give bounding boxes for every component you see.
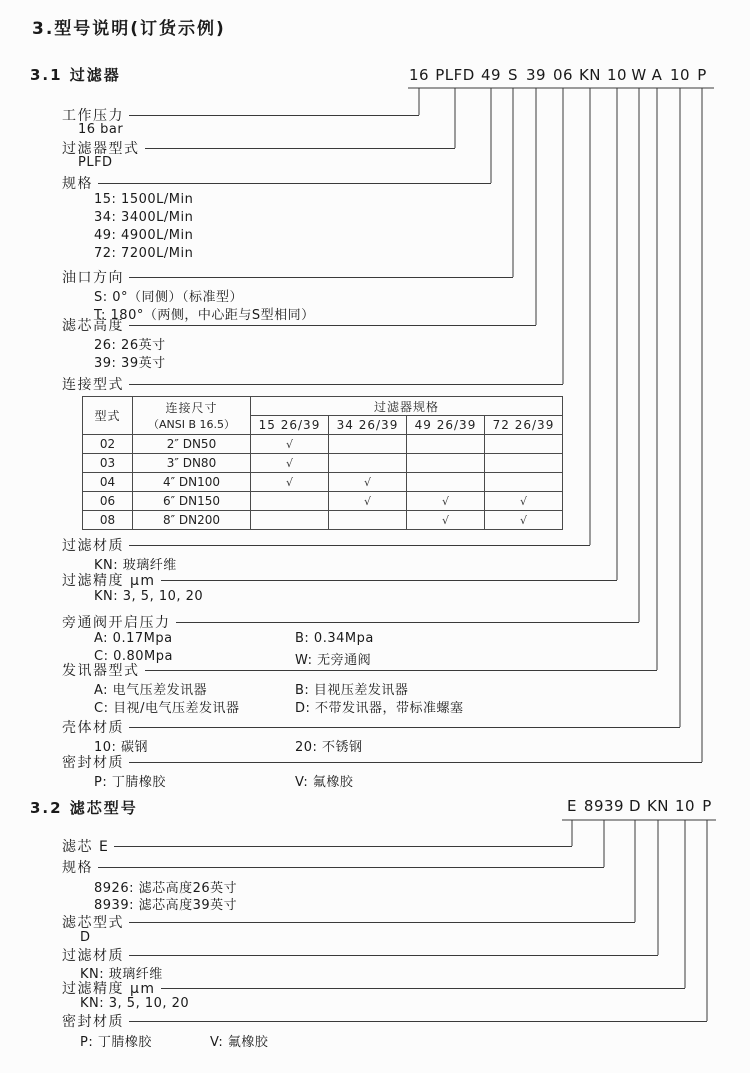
spec-header-34: 34 26/39 — [329, 416, 407, 435]
cell-check — [485, 473, 563, 492]
cell-size: 4″ DN100 — [133, 473, 251, 492]
value-height-39: 39: 39英寸 — [94, 356, 166, 371]
leader-line — [129, 922, 635, 923]
cell-size: 3″ DN80 — [133, 454, 251, 473]
value-element-type: D — [80, 930, 91, 945]
label-height: 滤芯高度 — [62, 318, 124, 334]
value-type: PLFD — [78, 155, 113, 170]
leader-line — [129, 955, 658, 956]
leader-line — [98, 183, 491, 184]
element-label-row-spec — [62, 858, 604, 876]
cell-check — [485, 435, 563, 454]
value-pressure: 16 bar — [78, 122, 124, 137]
cell-check: √ — [251, 454, 329, 473]
value-indicator-c: C: 目视/电气压差发讯器 — [94, 701, 240, 716]
value-element-micron: KN: 3, 5, 10, 20 — [80, 996, 190, 1011]
leader-line — [129, 762, 702, 763]
leader-line — [129, 325, 536, 326]
value-element-spec-8926: 8926: 滤芯高度26英寸 — [94, 881, 238, 896]
value-spec-72: 72: 7200L/Min — [94, 246, 194, 261]
value-seal-v: V: 氟橡胶 — [295, 775, 354, 790]
label-row-type — [62, 139, 455, 157]
cell-check — [251, 511, 329, 530]
value-element-media: KN: 玻璃纤维 — [80, 967, 163, 982]
value-spec-15: 15: 1500L/Min — [94, 192, 194, 207]
label-media: 过滤材质 — [62, 538, 124, 554]
element-code-segment-spec: 8939 — [583, 797, 625, 815]
value-port-t: T: 180°（两侧，中心距与S型相同） — [94, 308, 315, 323]
label-housing: 壳体材质 — [62, 720, 124, 736]
table-row — [83, 435, 563, 454]
cell-size: 2″ DN50 — [133, 435, 251, 454]
element-code-segment-type: D — [628, 797, 642, 815]
leader-line — [129, 384, 563, 385]
label-row-height — [62, 316, 536, 334]
value-bypass-w: W: 无旁通阀 — [295, 653, 372, 668]
label-indicator: 发讯器型式 — [62, 663, 140, 679]
cell-check — [485, 454, 563, 473]
cell-check: √ — [329, 473, 407, 492]
table-row — [83, 454, 563, 473]
element-code-segment-seal: P — [702, 797, 712, 815]
col-type-header: 型式 — [83, 397, 133, 435]
value-seal-p: P: 丁腈橡胶 — [94, 775, 166, 790]
element-label-row-media — [62, 946, 658, 964]
leader-line — [161, 580, 618, 581]
value-indicator-b: B: 目视压差发讯器 — [295, 683, 409, 698]
connection-table — [82, 396, 563, 530]
cell-check: √ — [251, 435, 329, 454]
label-row-connection — [62, 375, 563, 393]
element-label-row-seal — [62, 1012, 707, 1030]
table-row — [83, 492, 563, 511]
label-row-seal — [62, 753, 702, 771]
value-micron: KN: 3, 5, 10, 20 — [94, 589, 204, 604]
leader-line — [129, 115, 419, 116]
code-segment-housing: 10 — [669, 66, 691, 84]
label-element-micron: 过滤精度 μm — [62, 981, 156, 997]
cell-check — [329, 511, 407, 530]
value-element-seal-p: P: 丁腈橡胶 — [80, 1035, 152, 1050]
label-micron: 过滤精度 μm — [62, 573, 156, 589]
leader-line — [114, 846, 572, 847]
spec-header-72: 72 26/39 — [485, 416, 563, 435]
leader-line — [161, 988, 686, 989]
label-spec: 规格 — [62, 176, 93, 192]
label-element-seal: 密封材质 — [62, 1014, 124, 1030]
cell-check — [329, 435, 407, 454]
section-filter-heading: 3.1 过滤器 — [30, 66, 121, 84]
label-row-spec — [62, 174, 491, 192]
cell-check: √ — [485, 511, 563, 530]
cell-check: √ — [485, 492, 563, 511]
element-code-segment-e: E — [567, 797, 577, 815]
cell-check: √ — [251, 473, 329, 492]
cell-size: 6″ DN150 — [133, 492, 251, 511]
value-housing-10: 10: 碳钢 — [94, 740, 149, 755]
label-type: 过滤器型式 — [62, 141, 140, 157]
element-label-row-element — [62, 837, 572, 855]
section-element-heading: 3.2 滤芯型号 — [30, 799, 138, 817]
value-height-26: 26: 26英寸 — [94, 338, 166, 353]
code-segment-bypass: W — [631, 66, 647, 84]
code-segment-type: PLFD — [435, 66, 475, 84]
label-element-spec: 规格 — [62, 860, 93, 876]
code-segment-spec: 49 — [480, 66, 502, 84]
label-row-bypass — [62, 613, 639, 631]
cell-type: 04 — [83, 473, 133, 492]
cell-check — [329, 454, 407, 473]
element-label-row-type — [62, 913, 635, 931]
value-spec-34: 34: 3400L/Min — [94, 210, 194, 225]
code-segment-height: 39 — [525, 66, 547, 84]
table-row — [83, 511, 563, 530]
table-header-row — [83, 397, 563, 416]
cell-check — [407, 473, 485, 492]
spec-header-49: 49 26/39 — [407, 416, 485, 435]
code-segment-seal: P — [697, 66, 707, 84]
label-seal: 密封材质 — [62, 755, 124, 771]
label-element: 滤芯 E — [62, 839, 110, 855]
table-row — [83, 473, 563, 492]
label-connection: 连接型式 — [62, 377, 124, 393]
cell-type: 03 — [83, 454, 133, 473]
label-row-port — [62, 268, 513, 286]
cell-check — [251, 492, 329, 511]
cell-check — [407, 435, 485, 454]
leader-line — [145, 148, 456, 149]
code-segment-pressure: 16 — [408, 66, 430, 84]
col-size-header — [133, 397, 251, 435]
spec-header-15: 15 26/39 — [251, 416, 329, 435]
group-header: 过滤器规格 — [251, 397, 563, 416]
leader-line — [176, 622, 640, 623]
code-segment-connection: 06 — [552, 66, 574, 84]
element-code-segment-micron: 10 — [674, 797, 696, 815]
label-row-indicator — [62, 661, 657, 679]
leader-line — [98, 867, 604, 868]
value-bypass-b: B: 0.34Mpa — [295, 631, 374, 646]
leader-line — [129, 1021, 707, 1022]
page-title: 3.型号说明(订货示例) — [32, 19, 226, 39]
value-bypass-c: C: 0.80Mpa — [94, 649, 173, 664]
element-label-row-micron — [62, 979, 685, 997]
label-row-housing — [62, 718, 680, 736]
cell-check — [407, 454, 485, 473]
label-row-micron — [62, 571, 617, 589]
col-size-header-line2: （ANSI B 16.5） — [147, 418, 235, 431]
col-size-header-line1: 连接尺寸 — [165, 401, 218, 415]
code-segment-port: S — [507, 66, 519, 84]
label-element-media: 过滤材质 — [62, 948, 124, 964]
leader-line — [145, 670, 658, 671]
code-segment-micron: 10 — [606, 66, 628, 84]
code-segment-media: KN — [578, 66, 602, 84]
value-element-spec-8939: 8939: 滤芯高度39英寸 — [94, 898, 238, 913]
value-port-s: S: 0°（同侧）（标准型） — [94, 290, 244, 305]
value-housing-20: 20: 不锈钢 — [295, 740, 363, 755]
cell-check: √ — [407, 511, 485, 530]
cell-check: √ — [407, 492, 485, 511]
cell-check: √ — [329, 492, 407, 511]
value-bypass-a: A: 0.17Mpa — [94, 631, 173, 646]
label-row-media — [62, 536, 590, 554]
cell-type: 02 — [83, 435, 133, 454]
cell-type: 08 — [83, 511, 133, 530]
label-element-type: 滤芯型式 — [62, 915, 124, 931]
value-media: KN: 玻璃纤维 — [94, 558, 177, 573]
label-pressure: 工作压力 — [62, 108, 124, 124]
leader-line — [129, 727, 680, 728]
value-spec-49: 49: 4900L/Min — [94, 228, 194, 243]
code-segment-indicator: A — [651, 66, 663, 84]
label-port: 油口方向 — [62, 270, 124, 286]
value-element-seal-v: V: 氟橡胶 — [210, 1035, 269, 1050]
label-bypass: 旁通阀开启压力 — [62, 615, 171, 631]
value-indicator-a: A: 电气压差发讯器 — [94, 683, 208, 698]
cell-type: 06 — [83, 492, 133, 511]
value-indicator-d: D: 不带发讯器，带标准螺塞 — [295, 701, 464, 716]
leader-line — [129, 545, 590, 546]
element-code-segment-media: KN — [646, 797, 670, 815]
leader-line — [129, 277, 513, 278]
cell-size: 8″ DN200 — [133, 511, 251, 530]
